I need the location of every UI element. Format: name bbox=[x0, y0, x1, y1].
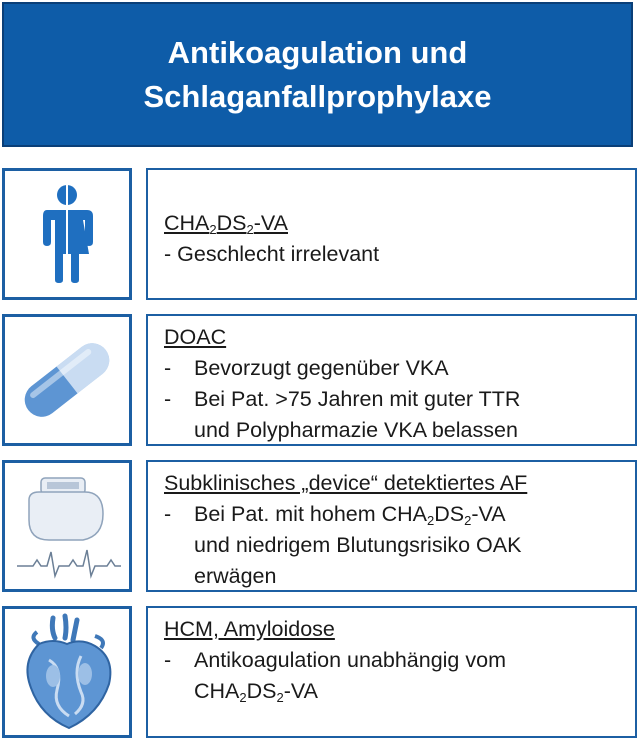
bullet-item: - Antikoagulation unabhängig vom $CHA_2DS_2-VA$ bbox=[164, 648, 506, 705]
text-box-device-af bbox=[146, 460, 637, 592]
icon-box-person bbox=[2, 168, 132, 300]
row-hcm-amyloidose bbox=[2, 606, 637, 738]
row-title: Subklinisches „device“ detektiertes AF bbox=[164, 471, 528, 495]
text-box-cha2ds2va bbox=[146, 168, 637, 300]
page-title bbox=[144, 31, 492, 119]
row-device-af bbox=[2, 460, 637, 592]
title-line-2: Schlaganfallprophylaxe bbox=[143, 78, 492, 114]
gender-neutral-person-icon bbox=[39, 184, 95, 284]
text-box-doac bbox=[146, 314, 637, 446]
title-line-1: Antikoagulation und bbox=[167, 34, 468, 70]
icon-box-heart bbox=[2, 606, 132, 738]
bullet-item: - Bevorzugt gegenüber VKA bbox=[164, 356, 449, 380]
row-title: HCM, Amyloidose bbox=[164, 617, 335, 641]
heart-anatomy-icon bbox=[15, 612, 119, 732]
row-doac bbox=[2, 314, 637, 446]
row-title: DOAC bbox=[164, 325, 227, 349]
header-banner bbox=[2, 2, 633, 147]
capsule-icon bbox=[12, 335, 122, 425]
row-title: $CHA_2DS_2-VA$ bbox=[164, 211, 288, 237]
icon-box-capsule bbox=[2, 314, 132, 446]
row-cha2ds2va bbox=[2, 168, 637, 300]
bullet-item: - Bei Pat. >75 Jahren mit guter TTR und Polypharmazie VKA belassen bbox=[164, 387, 521, 442]
icon-box-pacemaker bbox=[2, 460, 132, 592]
row-line: - Geschlecht irrelevant bbox=[164, 242, 380, 266]
text-box-hcm-amyloidose bbox=[146, 606, 637, 738]
bullet-item: - Bei Pat. mit hohem $CHA_2DS_2-VA$ und niedrigem Blutungsrisiko OAK erwägen bbox=[164, 502, 522, 588]
pacemaker-ecg-icon bbox=[11, 470, 123, 582]
